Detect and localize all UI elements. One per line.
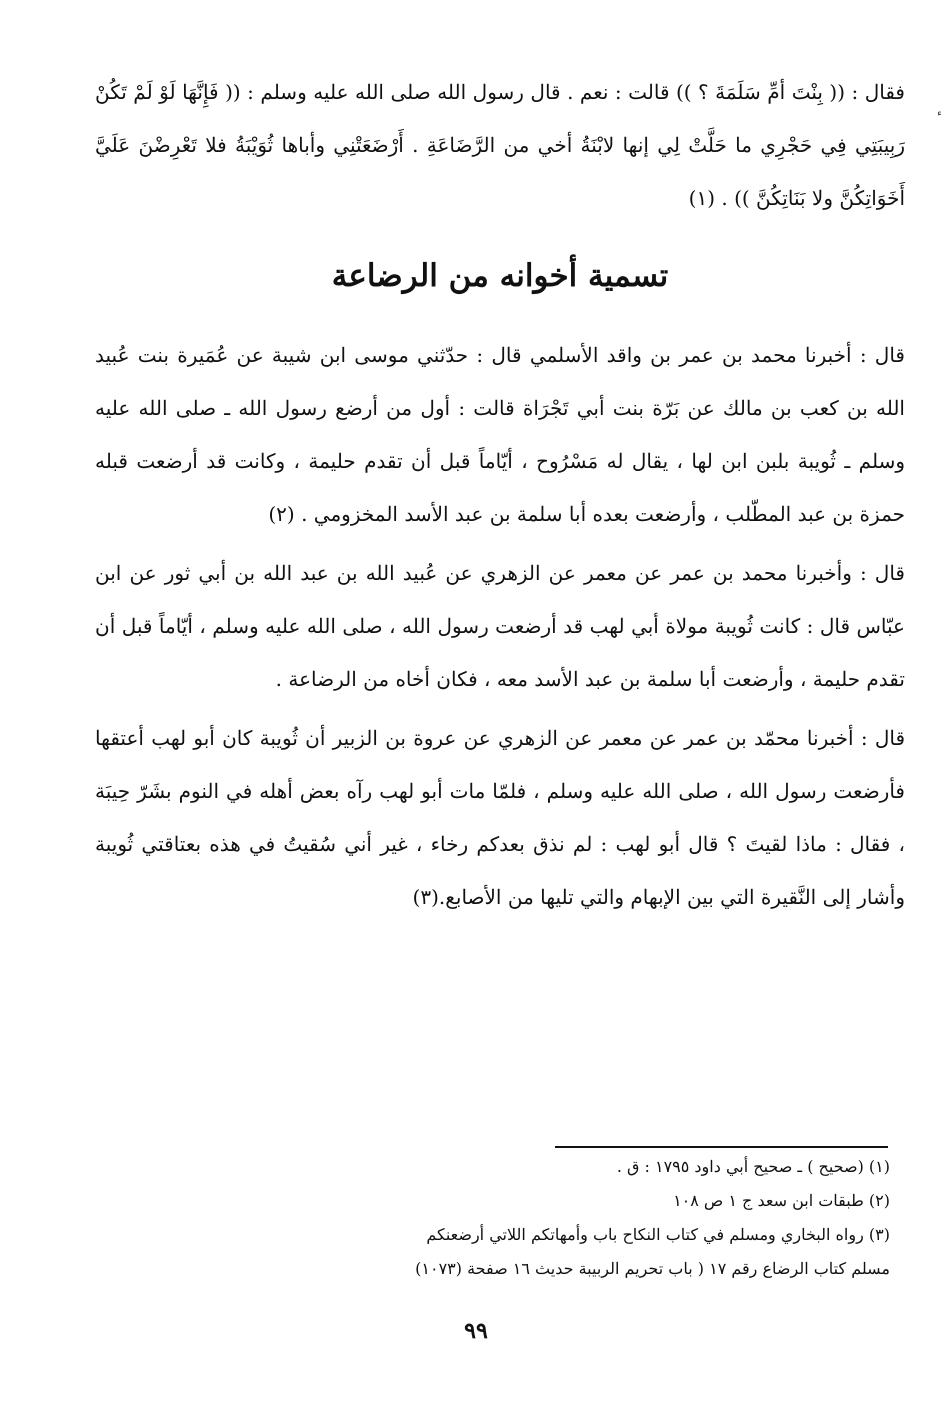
footnote-3-continued: مسلم كتاب الرضاع رقم ١٧ ( باب تحريم الربيبة حديث ١٦ صفحة (١٠٧٣) [415,1259,890,1278]
paragraph-3: قال : أخبرنا محمّد بن عمر عن معمر عن الزهري عن عروة بن الزبير أن ثُويبة كان أبو لهب أعتقها فأرضعت رسول الله ، صلى الله عليه وسلم ، فلمّا مات أبو لهب رآه بعض أهله في النوم بشَرّ حِيبَة ، فقال : ماذا لقيتَ ؟ قال أبو لهب : لم نذق بعدكم رخاء ، غير أني سُقيتُ في هذه بعتاقتي ثُويبة وأشار إلى النَّقيرة التي بين الإبهام والتي تليها من الأصابع.(٣) [95,726,905,909]
footnote-divider [555,1146,888,1148]
footnote-2: (٢) طبقات ابن سعد ج ١ ص ١٠٨ [673,1191,890,1210]
footnotes [200,1150,890,1286]
paragraph-1: قال : أخبرنا محمد بن عمر بن واقد الأسلمي قال : حدّثني موسى ابن شيبة عن عُمَيرة بنت عُبيد الله بن كعب بن مالك عن بَرّة بنت أبي تَجْرَاة قالت : أول من أرضع رسول الله ـ صلى الله عليه وسلم ـ ثُويبة بلبن ابن لها ، يقال له مَسْرُوح ، أيّاماً قبل أن تقدم حليمة ، وكانت قد أرضعت قبله حمزة بن عبد المطّلب ، وأرضعت بعده أبا سلمة بن عبد الأسد المخزومي . (٢) [95,343,905,526]
paragraph-2: قال : وأخبرنا محمد بن عمر عن معمر عن الزهري عن عُبيد الله بن عبد الله بن أبي ثور عن ابن عبّاس قال : كانت ثُويبة مولاة أبي لهب قد أرضعت رسول الله ، صلى الله عليه وسلم ، أيّاماً قبل أن تقدم حليمة ، وأرضعت أبا سلمة بن عبد الأسد معه ، فكان أخاه من الرضاعة . [95,561,905,691]
footnote-3: (٣) رواه البخاري ومسلم في كتاب النكاح باب وأمهاتكم اللاتي أرضعنكم [426,1225,890,1244]
page-body [95,60,905,924]
opening-paragraph: فقال : (( بِنْتَ أمِّ سَلَمَةَ ؟ )) قالت : نعم . قال رسول الله صلى الله عليه وسلم : (( فَإِنَّهَا لَوْ لَمْ تَكُنْ رَبِيبَتِي فِي حَجْرِي ما حَلَّتْ لِي إنها لابْنَةُ أخي من الرَّضَاعَةِ . أَرْضَعَتْنِي وأباها ثُوَيْبَةُ فلا تَعْرِضْنَ عَلَيَّ أَخَوَاتِكُنَّ ولا بَنَاتِكُنَّ )) . (١) [95,80,905,210]
page-number: ٩٩ [464,1318,488,1344]
footnote-1: (١) (صحيح ) ـ صحيح أبي داود ١٧٩٥ : ق . [616,1157,890,1176]
section-heading: تسمية أخوانه من الرضاعة [331,258,669,294]
